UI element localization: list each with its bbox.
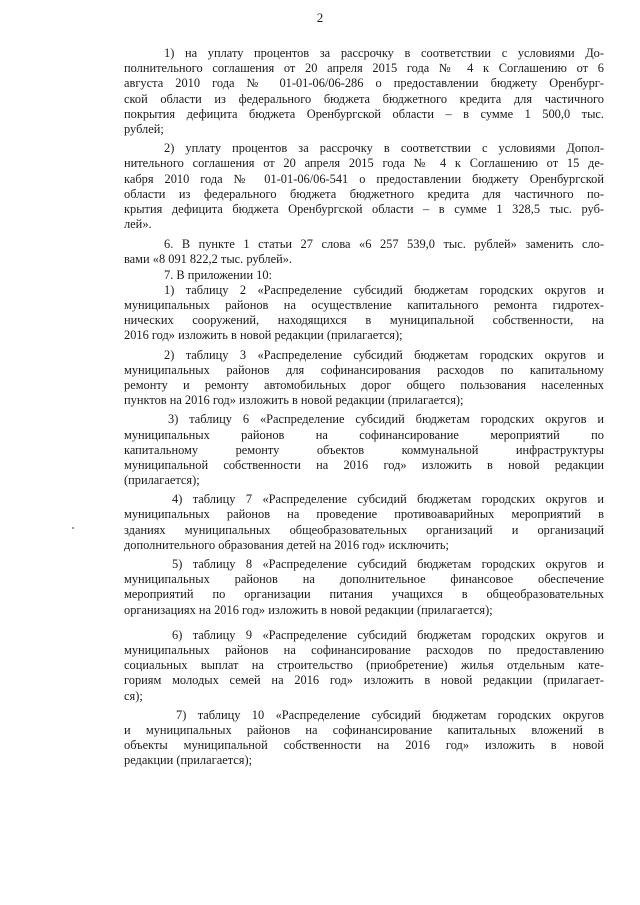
- paragraph: [124, 628, 604, 704]
- text-line: организациях на 2016 год» изложить в новой редакции (прилагается);: [124, 602, 493, 617]
- text-line: области из федерального бюджета бюджетного кредита для частичного по-: [124, 186, 604, 201]
- text-line: августа 2010 года № 01-01-06/06-286 о предоставлении бюджету Оренбург-: [124, 76, 604, 91]
- text-line: муниципальной собственности на 2016 год» изложить в новой редакции: [124, 457, 604, 472]
- text-line: крытия дефицита бюджета Оренбургской области – в сумме 1 328,5 тыс. руб-: [124, 201, 604, 216]
- text-line: муниципальных районов на осуществление капитального ремонта гидротех-: [124, 298, 604, 312]
- text-line: 1) таблицу 2 «Распределение субсидий бюджетам городских округов и: [164, 282, 604, 297]
- text-line: 3) таблицу 6 «Распределение субсидий бюджетам городских округов и: [168, 412, 604, 427]
- text-line: покрытия дефицита бюджета Оренбургской области – в сумме 1 500,0 тыс.: [124, 106, 604, 121]
- text-line: 7. В приложении 10:: [164, 267, 273, 282]
- page-number: 2: [316, 10, 324, 25]
- text-line: 2) таблицу 3 «Распределение субсидий бюджетам городских округов и: [164, 347, 604, 362]
- text-line: дополнительного образования детей на 2016 год» исключить;: [124, 537, 449, 552]
- text-line: муниципальных районов на софинансирование расходов по предоставлению: [124, 642, 604, 657]
- text-line: нительного соглашения от 20 апреля 2015 года № 4 к Соглашению от 15 де-: [124, 156, 604, 171]
- text-line: вами «8 091 822,2 тыс. рублей».: [124, 252, 293, 267]
- document-body: [124, 46, 604, 768]
- text-line: муниципальных районов на дополнительное финансовое обеспечение: [124, 572, 604, 587]
- text-line: муниципальных районов на проведение противоаварийных мероприятий в: [124, 507, 604, 522]
- text-line: редакции (прилагается);: [124, 753, 253, 768]
- text-line: ся);: [124, 688, 143, 703]
- text-line: и муниципальных районов на софинансирование капитальных вложений в: [124, 722, 604, 737]
- paragraph: [124, 412, 604, 488]
- text-line: 5) таблицу 8 «Распределение субсидий бюджетам городских округов и: [172, 557, 604, 571]
- paragraph: [124, 557, 604, 618]
- scan-speck: [72, 527, 74, 529]
- text-line: полнительного соглашения от 20 апреля 2015 года № 4 к Соглашению от 6: [124, 61, 604, 76]
- text-line: лей».: [124, 217, 152, 232]
- paragraph: [124, 348, 604, 409]
- text-line: 7) таблицу 10 «Распределение субсидий бюджетам городских округов: [176, 707, 604, 722]
- text-line: кабря 2010 года № 01-01-06/06-541 о предоставлении бюджету Оренбургской: [124, 171, 604, 186]
- paragraph: [124, 708, 604, 769]
- text-line: пунктов на 2016 год» изложить в новой редакции (прилагается);: [124, 393, 464, 408]
- paragraph: [124, 46, 604, 137]
- text-line: гориям молодых семей на 2016 год» изложить в новой редакции (прилагает-: [124, 673, 604, 688]
- text-line: (прилагается);: [124, 473, 200, 488]
- text-line: муниципальных районов для софинансирования расходов по капитальному: [124, 362, 604, 377]
- text-line: 4) таблицу 7 «Распределение субсидий бюджетам городских округов и: [172, 492, 604, 507]
- paragraph-spacer: [124, 618, 604, 628]
- text-line: объекты муниципальной собственности на 2016 год» изложить в новой: [124, 738, 604, 753]
- text-line: 2) уплату процентов за рассрочку в соответствии с условиями Допол-: [164, 141, 604, 156]
- text-line: 6. В пункте 1 статьи 27 слова «6 257 539,0 тыс. рублей» заменить сло-: [164, 237, 604, 252]
- text-line: ской области из федерального бюджета бюджетного кредита для частичного: [124, 91, 604, 106]
- text-line: мероприятий по организации питания учащихся в общеобразовательных: [124, 587, 604, 602]
- text-line: ремонту и ремонту автомобильных дорог общего пользования населенных: [124, 377, 604, 392]
- text-line: 2016 год» изложить в новой редакции (прилагается);: [124, 328, 403, 343]
- text-line: рублей;: [124, 121, 164, 136]
- text-line: 1) на уплату процентов за рассрочку в соответствии с условиями До-: [164, 46, 604, 60]
- text-line: 6) таблицу 9 «Распределение субсидий бюджетам городских округов и: [172, 627, 604, 642]
- paragraph: [124, 492, 604, 553]
- text-line: социальных выплат на строительство (приобретение) жилья отдельным кате-: [124, 658, 604, 673]
- paragraph: [124, 141, 604, 343]
- text-line: нических сооружений, находящихся в муниципальной собственности, на: [124, 313, 604, 328]
- text-line: зданиях муниципальных общеобразовательных организаций и организаций: [124, 522, 604, 537]
- text-line: муниципальных районов на софинансирование мероприятий по: [124, 427, 604, 442]
- text-line: капитальному ремонту объектов коммунальной инфраструктуры: [124, 442, 604, 457]
